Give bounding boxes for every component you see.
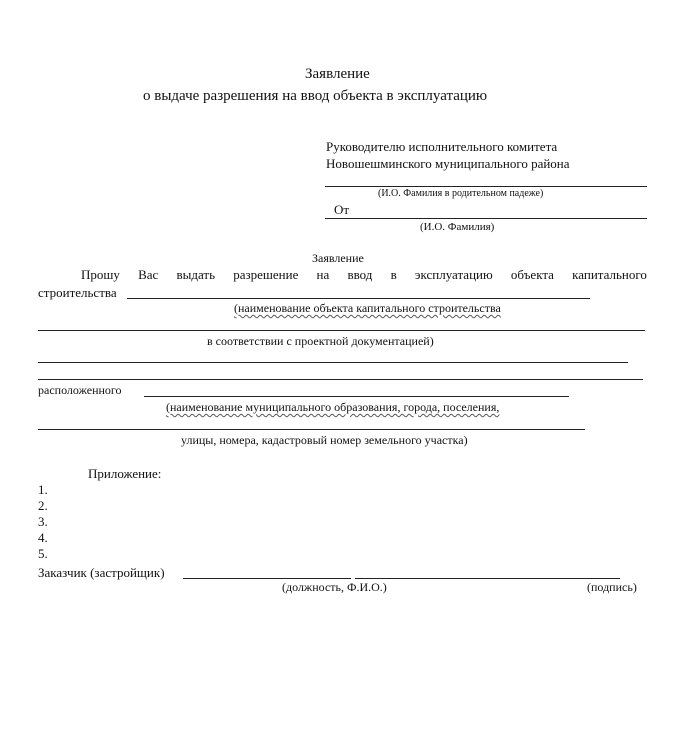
request-word: ввод [347,267,373,282]
location-hint: (наименование муниципального образования, города, поселения, [166,400,500,414]
attachment-item: 5. [38,546,48,561]
blank-line-3 [38,379,643,380]
recipient-line-2: Новошешминского муниципального района [326,156,570,171]
body-heading: Заявление [312,251,364,265]
attachment-item: 2. [38,498,48,513]
recipient-line-1: Руководителю исполнительного комитета [326,139,558,154]
request-word: капитального [572,267,647,282]
blank-line-2 [38,362,628,363]
attachment-item: 3. [38,514,48,529]
object-name-line [127,298,590,299]
location-line [144,396,569,397]
attachment-item: 4. [38,530,48,545]
position-hint: (должность, Ф.И.О.) [282,580,387,594]
from-name-line [325,218,647,219]
position-line [183,578,351,579]
request-line [81,268,647,281]
located-label: расположенного [38,383,122,397]
docs-hint: в соответствии с проектной документацией) [207,334,434,348]
attachment-item: 1. [38,482,48,497]
customer-label: Заказчик (застройщик) [38,565,165,580]
request-word: Вас [138,267,159,282]
request-line-2-label: строительства [38,285,117,300]
request-word: в [390,267,397,282]
object-hint: (наименование объекта капитального строительства [234,301,501,315]
recipient-hint: (И.О. Фамилия в родительном падеже) [378,188,544,199]
request-word: Прошу [81,267,120,282]
request-word: на [316,267,330,282]
document-title: Заявление [305,66,370,82]
from-label: От [334,202,350,217]
request-word: эксплуатацию [414,267,493,282]
recipient-name-line [325,186,647,187]
address-hint: улицы, номера, кадастровый номер земельного участка) [181,433,468,447]
attachments-label: Приложение: [88,466,162,481]
request-word: разрешение [233,267,299,282]
request-word: объекта [510,267,554,282]
from-hint: (И.О. Фамилия) [420,221,495,233]
address-line [38,429,585,430]
request-word: выдать [176,267,216,282]
signature-hint: (подпись) [587,580,637,594]
document-subtitle: о выдаче разрешения на ввод объекта в эксплуатацию [143,88,488,104]
blank-line-1 [38,330,645,331]
signature-line [355,578,620,579]
